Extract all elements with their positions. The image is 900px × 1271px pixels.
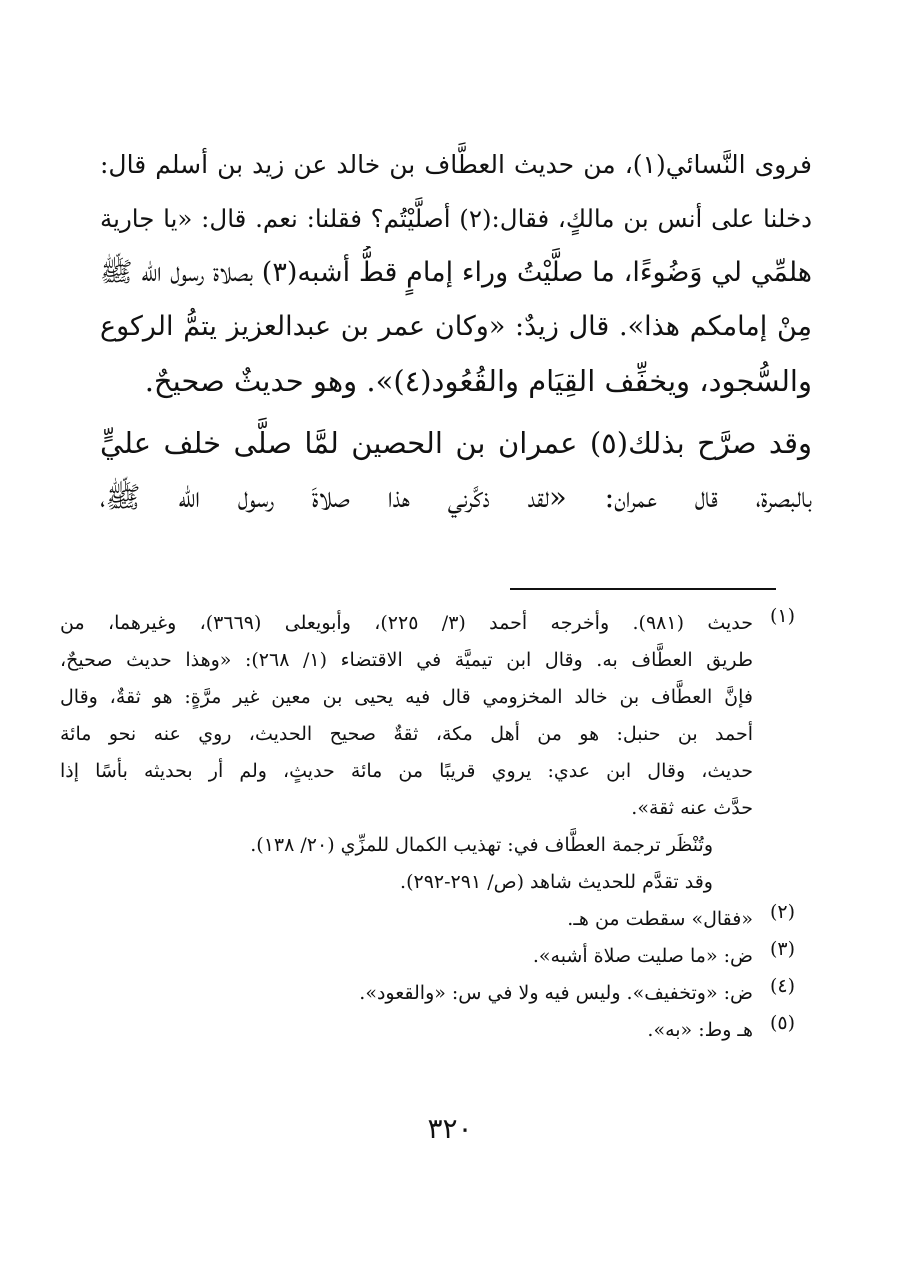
footnote-2 — [60, 901, 795, 938]
main-text — [100, 138, 812, 524]
footnote-number: (٣) — [769, 938, 795, 960]
footnote-number: (١) — [769, 605, 795, 627]
footnote-text: ض: «ما صليت صلاة أشبه». — [532, 945, 753, 967]
page-number: ٣٢٠ — [427, 1112, 473, 1145]
footnotes — [60, 605, 795, 1049]
footnote-line: طريق العطَّاف به. وقال ابن تيميَّة في الاقتضاء (١/ ٢٦٨): «وهذا حديث صحيحٌ، — [60, 649, 753, 671]
footnote-text: «فقال» سقطت من هـ. — [567, 908, 753, 930]
footnote-line: حدَّث عنه ثقة». — [631, 797, 753, 819]
footnote-text: ض: «وتخفيف». وليس فيه ولا في س: «والقعود». — [359, 982, 753, 1004]
footnote-number: (٥) — [769, 1012, 795, 1034]
main-text-line: دخلنا على أنس بن مالكٍ، فقال:(٢) أصلَّيْتُم؟ فقلنا: نعم. قال: «يا جارية — [100, 204, 812, 233]
footnote-number: (٤) — [769, 975, 795, 997]
footnote-line: فإنَّ العطَّاف بن خالد المخزومي قال فيه يحيى بن معين غير مرَّةٍ: هو ثقةٌ، وقال — [60, 686, 753, 708]
footnote-number: (٢) — [769, 901, 795, 923]
main-text-line: وقد صرَّح بذلك(٥) عمران بن الحصين لمَّا صلَّى خلف عليٍّ — [100, 426, 812, 460]
footnote-line: حديث، وقال ابن عدي: يروي قريبًا من مائة حديثٍ، ولم أر بحديثه بأسًا إذا — [60, 760, 753, 782]
footnote-line: أحمد بن حنبل: هو من أهل مكة، ثقةٌ صحيح الحديث، روي عنه نحو مائة — [60, 723, 753, 745]
footnote-4 — [60, 975, 795, 1012]
main-text-line: مِنْ إمامكم هذا». قال زيدٌ: «وكان عمر بن عبدالعزيز يتمُّ الركوع — [100, 311, 812, 342]
footnote-separator — [510, 588, 776, 590]
main-text-line: فروى النَّسائي(١)، من حديث العطَّاف بن خالد عن زيد بن أسلم قال: — [100, 150, 812, 179]
footnote-text: هـ وط: «به». — [647, 1019, 753, 1041]
footnote-line: حديث (٩٨١). وأخرجه أحمد (٣/ ٢٢٥)، وأبويعلى (٣٦٦٩)، وغيرهما، من — [60, 612, 753, 634]
footnote-line: وقد تقدَّم للحديث شاهد (ص/ ٢٩١-٢٩٢). — [400, 871, 713, 893]
footnote-5 — [60, 1012, 795, 1049]
main-text-line: بالبصرة، قال عمران: «لقد ذكَّرني هذا صلاةَ رسول الله ﷺ، — [100, 480, 812, 514]
main-text-line: هلمِّي لي وَضُوءًا، ما صلَّيْتُ وراء إمامٍ قطُّ أشبه(٣) بصلاة رسول الله ﷺ — [100, 257, 812, 288]
main-text-line: والسُّجود، ويخفِّف القِيَام والقُعُود(٤)». وهو حديثٌ صحيحٌ. — [144, 364, 812, 398]
footnote-3 — [60, 938, 795, 975]
footnote-1 — [60, 605, 795, 901]
footnote-line: وتُنْظَر ترجمة العطَّاف في: تهذيب الكمال للمزِّي (٢٠/ ١٣٨). — [250, 834, 713, 856]
